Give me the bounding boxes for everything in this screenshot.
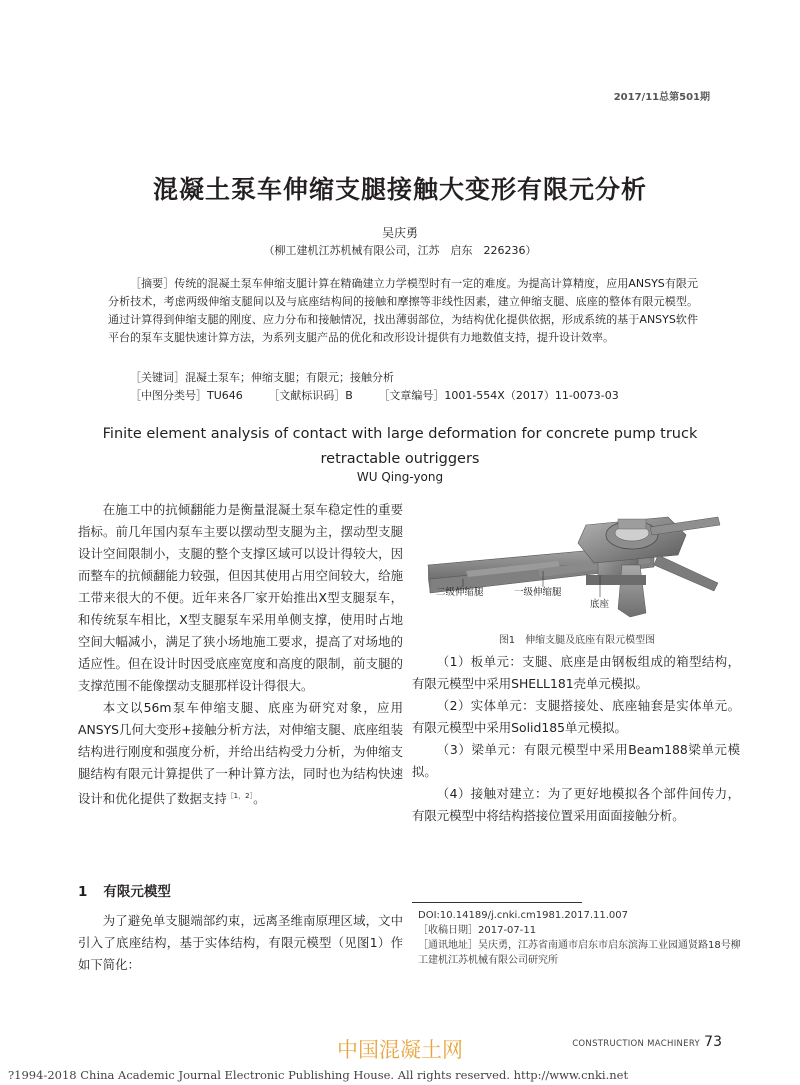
section-paragraph: 为了避免单支腿端部约束，远离圣维南原理区域，文中引入了底座结构，基于实体结构，有限元模型（见图1）作如下简化： bbox=[78, 913, 403, 972]
section-number: 1 bbox=[78, 884, 88, 900]
section-title: 有限元模型 bbox=[103, 884, 171, 900]
copyright-line: ?1994-2018 China Academic Journal Electronic Publishing House. All rights reserved. http://www.cnki.net bbox=[8, 1068, 629, 1082]
correspondence-address: ［通讯地址］吴庆勇，江苏省南通市启东市启东滨海工业园通贤路18号柳工建机江苏机械有限公司研究所 bbox=[418, 940, 741, 966]
footnote-divider bbox=[412, 902, 582, 903]
classification-line bbox=[130, 387, 720, 405]
affiliation: （柳工建机江苏机械有限公司，江苏 启东 226236） bbox=[263, 244, 537, 257]
received-date: ［收稿日期］2017-07-11 bbox=[418, 925, 537, 936]
journal-name: CONSTRUCTION MACHINERY bbox=[572, 1039, 700, 1049]
figure-caption: 图1 伸缩支腿及底座有限元模型图 bbox=[498, 635, 656, 646]
paper-title: 混凝土泵车伸缩支腿接触大变形有限元分析 bbox=[152, 175, 647, 204]
list-item-shell: （1）板单元：支腿、底座是由钢板组成的箱型结构，有限元模型中采用SHELL181壳单元模拟。 bbox=[412, 654, 740, 691]
article-number-label: ［文章编号］ bbox=[378, 389, 445, 402]
english-author: WU Qing-yong bbox=[356, 470, 444, 484]
outrigger-model-shape bbox=[428, 517, 720, 617]
english-title: Finite element analysis of contact with large deformation for concrete pump truck retractable outriggers bbox=[102, 426, 698, 467]
abstract-label: ［摘要］ bbox=[130, 277, 175, 290]
intro-paragraph-2-end: 。 bbox=[253, 791, 266, 807]
intro-paragraph-2 bbox=[78, 697, 403, 810]
citation-ref: ［1，2］ bbox=[226, 792, 254, 800]
keywords-label: ［关键词］ bbox=[130, 371, 185, 384]
label-secondary-leg: 二级伸缩腿 bbox=[436, 587, 484, 598]
author-name: 吴庆勇 bbox=[381, 226, 418, 240]
article-number-value: 1001-554X（2017）11-0073-03 bbox=[444, 389, 619, 402]
doi: DOI:10.14189/j.cnki.cm1981.2017.11.007 bbox=[418, 910, 628, 921]
list-item-contact: （4）接触对建立：为了更好地模拟各个部件间传力，有限元模型中将结构搭接位置采用面面接触分析。 bbox=[412, 786, 740, 823]
left-column-section bbox=[78, 910, 403, 976]
footnote bbox=[418, 908, 748, 968]
watermark-logo: 中国混凝土网 bbox=[337, 1038, 463, 1062]
intro-paragraph-2-text: 本文以56m泵车伸缩支腿、底座为研究对象，应用ANSYS几何大变形+接触分析方法，对伸缩支腿、底座组装结构进行刚度和强度分析，并给出结构受力分析，为伸缩支腿结构有限元计算提供了一种计算方法，同时也为结构快速设计和优化提供了数据支持 bbox=[78, 700, 403, 807]
keywords bbox=[108, 369, 698, 387]
label-primary-leg: 一级伸缩腿 bbox=[514, 587, 562, 598]
intro-paragraph-1: 在施工中的抗倾翻能力是衡量混凝土泵车稳定性的重要指标。前几年国内泵车主要以摆动型支腿为主，摆动型支腿设计空间限制小，支腿的整个支撑区域可以设计得较大，因而整车的抗倾翻能力较强，但因其使用占用空间较大，给施工带来很大的不便。近年来各厂家开始推出X型支腿泵车，和传统泵车相比，X型支腿泵车采用单侧支撑，使用时占地空间大幅减小，满足了狭小场地施工要求，提高了对场地的适应性。但在设计时因受底座宽度和高度的限制，前支腿的支撑范围不能像摆动支腿那样设计得很大。 bbox=[78, 502, 403, 693]
doc-code-value: B bbox=[345, 389, 353, 402]
section-heading bbox=[78, 880, 171, 900]
abstract bbox=[108, 275, 698, 347]
list-item-beam: （3）梁单元：有限元模型中采用Beam188梁单元模拟。 bbox=[412, 742, 740, 779]
page-number: 73 bbox=[704, 1034, 722, 1050]
clc-value: TU646 bbox=[207, 389, 243, 402]
figure-fe-model bbox=[418, 505, 736, 627]
list-item-solid: （2）实体单元：支腿搭接处、底座轴套是实体单元。有限元模型中采用Solid185单元模拟。 bbox=[412, 698, 740, 735]
abstract-text: 传统的混凝土泵车伸缩支腿计算在精确建立力学模型时有一定的难度。为提高计算精度，应用ANSYS有限元分析技术，考虑两级伸缩支腿间以及与底座结构间的接触和摩擦等非线性因素，建立伸缩支腿、底座的整体有限元模型。通过计算得到伸缩支腿的刚度、应力分布和接触情况，找出薄弱部位，为结构优化提供依据，形成系统的基于ANSYS软件平台的泵车支腿快速计算方法，为系列支腿产品的优化和改形设计提供有力地数值支持，提升设计效率。 bbox=[108, 277, 698, 344]
right-column bbox=[412, 651, 740, 827]
label-base: 底座 bbox=[590, 599, 610, 610]
left-column-intro bbox=[78, 499, 403, 810]
doc-code-label: ［文献标识码］ bbox=[268, 389, 346, 402]
keywords-text: 混凝土泵车；伸缩支腿；有限元；接触分析 bbox=[185, 371, 394, 384]
issue-number: 2017/11总第501期 bbox=[613, 92, 710, 103]
clc-label: ［中图分类号］ bbox=[130, 389, 207, 402]
